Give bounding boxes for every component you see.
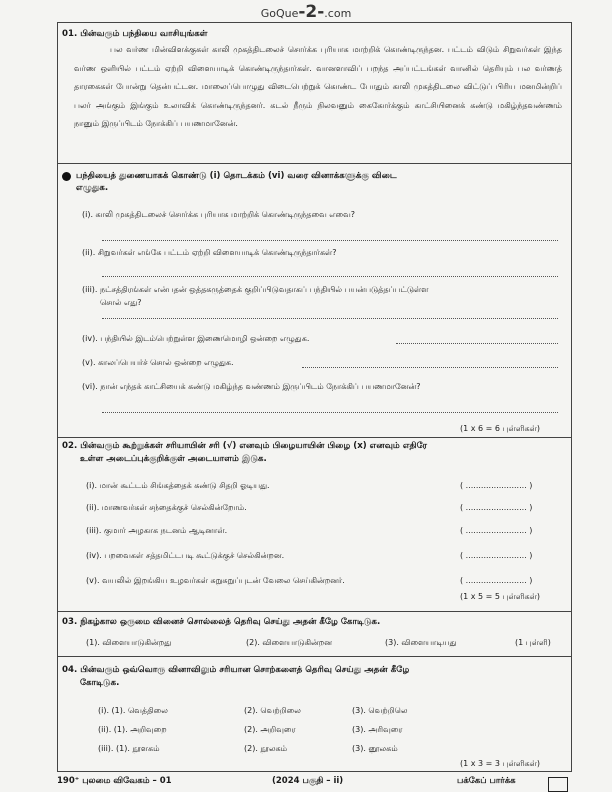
answer-line-3[interactable] [102,318,558,319]
word-row-2-opt-3[interactable]: (3). அரிவுரை [352,725,403,734]
header-site-left: GoQue [260,7,299,20]
question-frame [57,22,572,772]
question-1: (i). காலி முகத்திடலைச் சொர்க்க புரியாக மாற்றிக் கொண்டிருந்தவை எவை? [82,210,355,219]
answer-bracket-1[interactable]: ( ........................ ) [460,481,533,490]
header-site-right: .com [324,7,352,20]
bullet-icon [62,172,71,181]
answer-bracket-5[interactable]: ( ........................ ) [460,576,533,585]
word-row-3-opt-1[interactable]: (iii). (1). நூளகம் [98,744,160,753]
section-divider [57,163,572,164]
answer-line-4[interactable] [396,343,558,344]
answer-line-6[interactable] [102,412,558,413]
word-row-1-opt-2[interactable]: (2). வெற்றிலை [244,706,301,715]
question-5: (v). காலப்பெயர்ச் சொல் ஒன்றை எழுதுக. [82,358,234,367]
footer-turn-over: பக்கேப் பார்க்க [457,776,516,786]
section-1-instruction: பந்தியைத் துணையாகக் கொண்டு (i) தொடக்கம் (vi) வரை வினாக்களுக்கு விடை [76,171,397,181]
section-1-instruction-cont: எழுதுக. [76,183,109,193]
section-2-title-cont: உள்ள அடைப்புக்குறிக்குள் அடையாளம் இடுக. [80,454,267,464]
answer-line-1[interactable] [102,240,558,241]
option-1[interactable]: (1). விளையாடுகின்றது [86,638,172,647]
section-divider [57,611,572,612]
question-3-cont: சொல் எது? [100,298,142,307]
page-marks-box [548,777,568,792]
section-4-title-cont: கோடிடுக. [80,678,120,688]
option-3[interactable]: (3). விளையாடியது [385,638,457,647]
question-6: (vi). நான் எந்தக் காட்சியைக் கண்டு மகிழ்ந்த வண்ணம் இருப்பிடம் நோக்கிப் பயணமானேன்? [82,382,421,391]
word-row-3-opt-2[interactable]: (2). நூலகம் [244,744,288,753]
question-4: (iv). பந்தியில் இடம்பெற்றுள்ள இணைமொழி ஒன்றை எழுதுக. [82,334,310,343]
statement-5: (v). வயலில் இறங்கிய உழவர்கள் சுறுசுறுப்புடன் வேலை செய்கின்றனர். [86,576,345,585]
statement-4: (iv). பறவைகள் சத்தமிட்டபடி கூட்டுக்குச் செல்கின்றன. [86,551,285,560]
reading-passage: பல வர்ண மின்விளக்குகள் காலி முகத்திடலைச் சொர்க்க புரியாக மாற்றிக் கொண்டிருந்தன. பட்டம் விடும் சிறுவர்கள் இந்த வர்ண ஒளியில் பட்டம் ஏற்றி விளையாடிக் கொண்டிருந்தார்கள். வானளாவிப் பறந்த அப்பட்டங்கள் வானில் தெரியும் பல வர்ணத் தாரகைகள் போன்று தென்பட்டன. மாலைப்பொழுது விடைபெற்றுக் கொண்ட போதும் காலி முகத்திடலை விட்டுப் பிரிய மனமின்றிப் பலர் அங்கும் இங்கும் உலாவிக் கொண்டிருந்தனர். கடல் நீரும் நிலவனும் கைகோர்க்கும் காட்சியினைக் கண்டு மகிழ்ந்தவண்ணம் நானும் இருப்பிடம் நோக்கிப் பயணமானேன். [74,45,562,129]
word-row-1-opt-1[interactable]: (i). (1). வெத்திலை [98,706,168,715]
page-header [0,2,612,22]
option-2[interactable]: (2). விளையாடுகின்றன [246,638,333,647]
answer-bracket-3[interactable]: ( ........................ ) [460,526,533,535]
section-3-title: 03. நிகழ்கால ஒருமை வினைச் சொல்லைத் தெரிவு செய்து அதன் கீழே கோடிடுக. [62,617,381,627]
answer-bracket-2[interactable]: ( ........................ ) [460,503,533,512]
word-row-1-opt-3[interactable]: (3). வெற்றிலெ [352,706,408,715]
section-2-marks: (1 x 5 = 5 புள்ளிகள்) [460,592,541,601]
statement-2: (ii). மாணவர்கள் சந்தைக்குச் செல்கின்றோம். [86,503,247,512]
statement-3: (iii). குமார் அழகாக நடனம் ஆடினாள். [86,526,228,535]
question-3: (iii). நட்சத்திரங்கள் என்பதன் ஒத்தகருத்தைக் குறிப்பிடுவதாகப் பந்தியில் பயன்படுத்தப்பட்டுள்ள [82,285,429,294]
section-divider [57,437,572,438]
footer-part: (2024 பகுதி – ii) [272,776,344,786]
question-2: (ii). சிறுவர்கள் எங்கே பட்டம் ஏற்றி விளையாடிக் கொண்டிருந்தார்கள்? [82,248,337,257]
statement-1: (i). மான் கூட்டம் சிங்கத்தைக் கண்டு சிதறி ஓடியது. [86,481,270,490]
section-4-marks: (1 x 3 = 3 புள்ளிகள்) [460,759,541,768]
word-row-2-opt-2[interactable]: (2). அறிவுரை [244,725,296,734]
word-row-2-opt-1[interactable]: (ii). (1). அறிவுறை [98,725,167,734]
section-2-title: 02. பின்வரும் கூற்றுக்கள் சரியாயின் சரி (√) எனவும் பிழையாயின் பிழை (x) எனவும் எதிரே [62,441,428,451]
answer-bracket-4[interactable]: ( ........................ ) [460,551,533,560]
section-3-marks: (1 புள்ளி) [515,638,551,647]
section-1-marks: (1 x 6 = 6 புள்ளிகள்) [460,424,541,433]
section-1-title: 01. பின்வரும் பந்தியை வாசியுங்கள் [62,29,208,39]
section-divider [57,656,572,657]
section-4-title: 04. பின்வரும் ஒவ்வொரு வினாவிலும் சரியான சொற்களைத் தெரிவு செய்து அதன் கீழே [62,665,410,675]
footer-series: 190⁺ புலமை விவேகம் – 01 [57,776,172,786]
answer-line-2[interactable] [102,276,558,277]
answer-line-5[interactable] [302,367,558,368]
word-row-3-opt-3[interactable]: (3). னூலகம் [352,744,398,753]
page-number: -2- [298,2,325,22]
